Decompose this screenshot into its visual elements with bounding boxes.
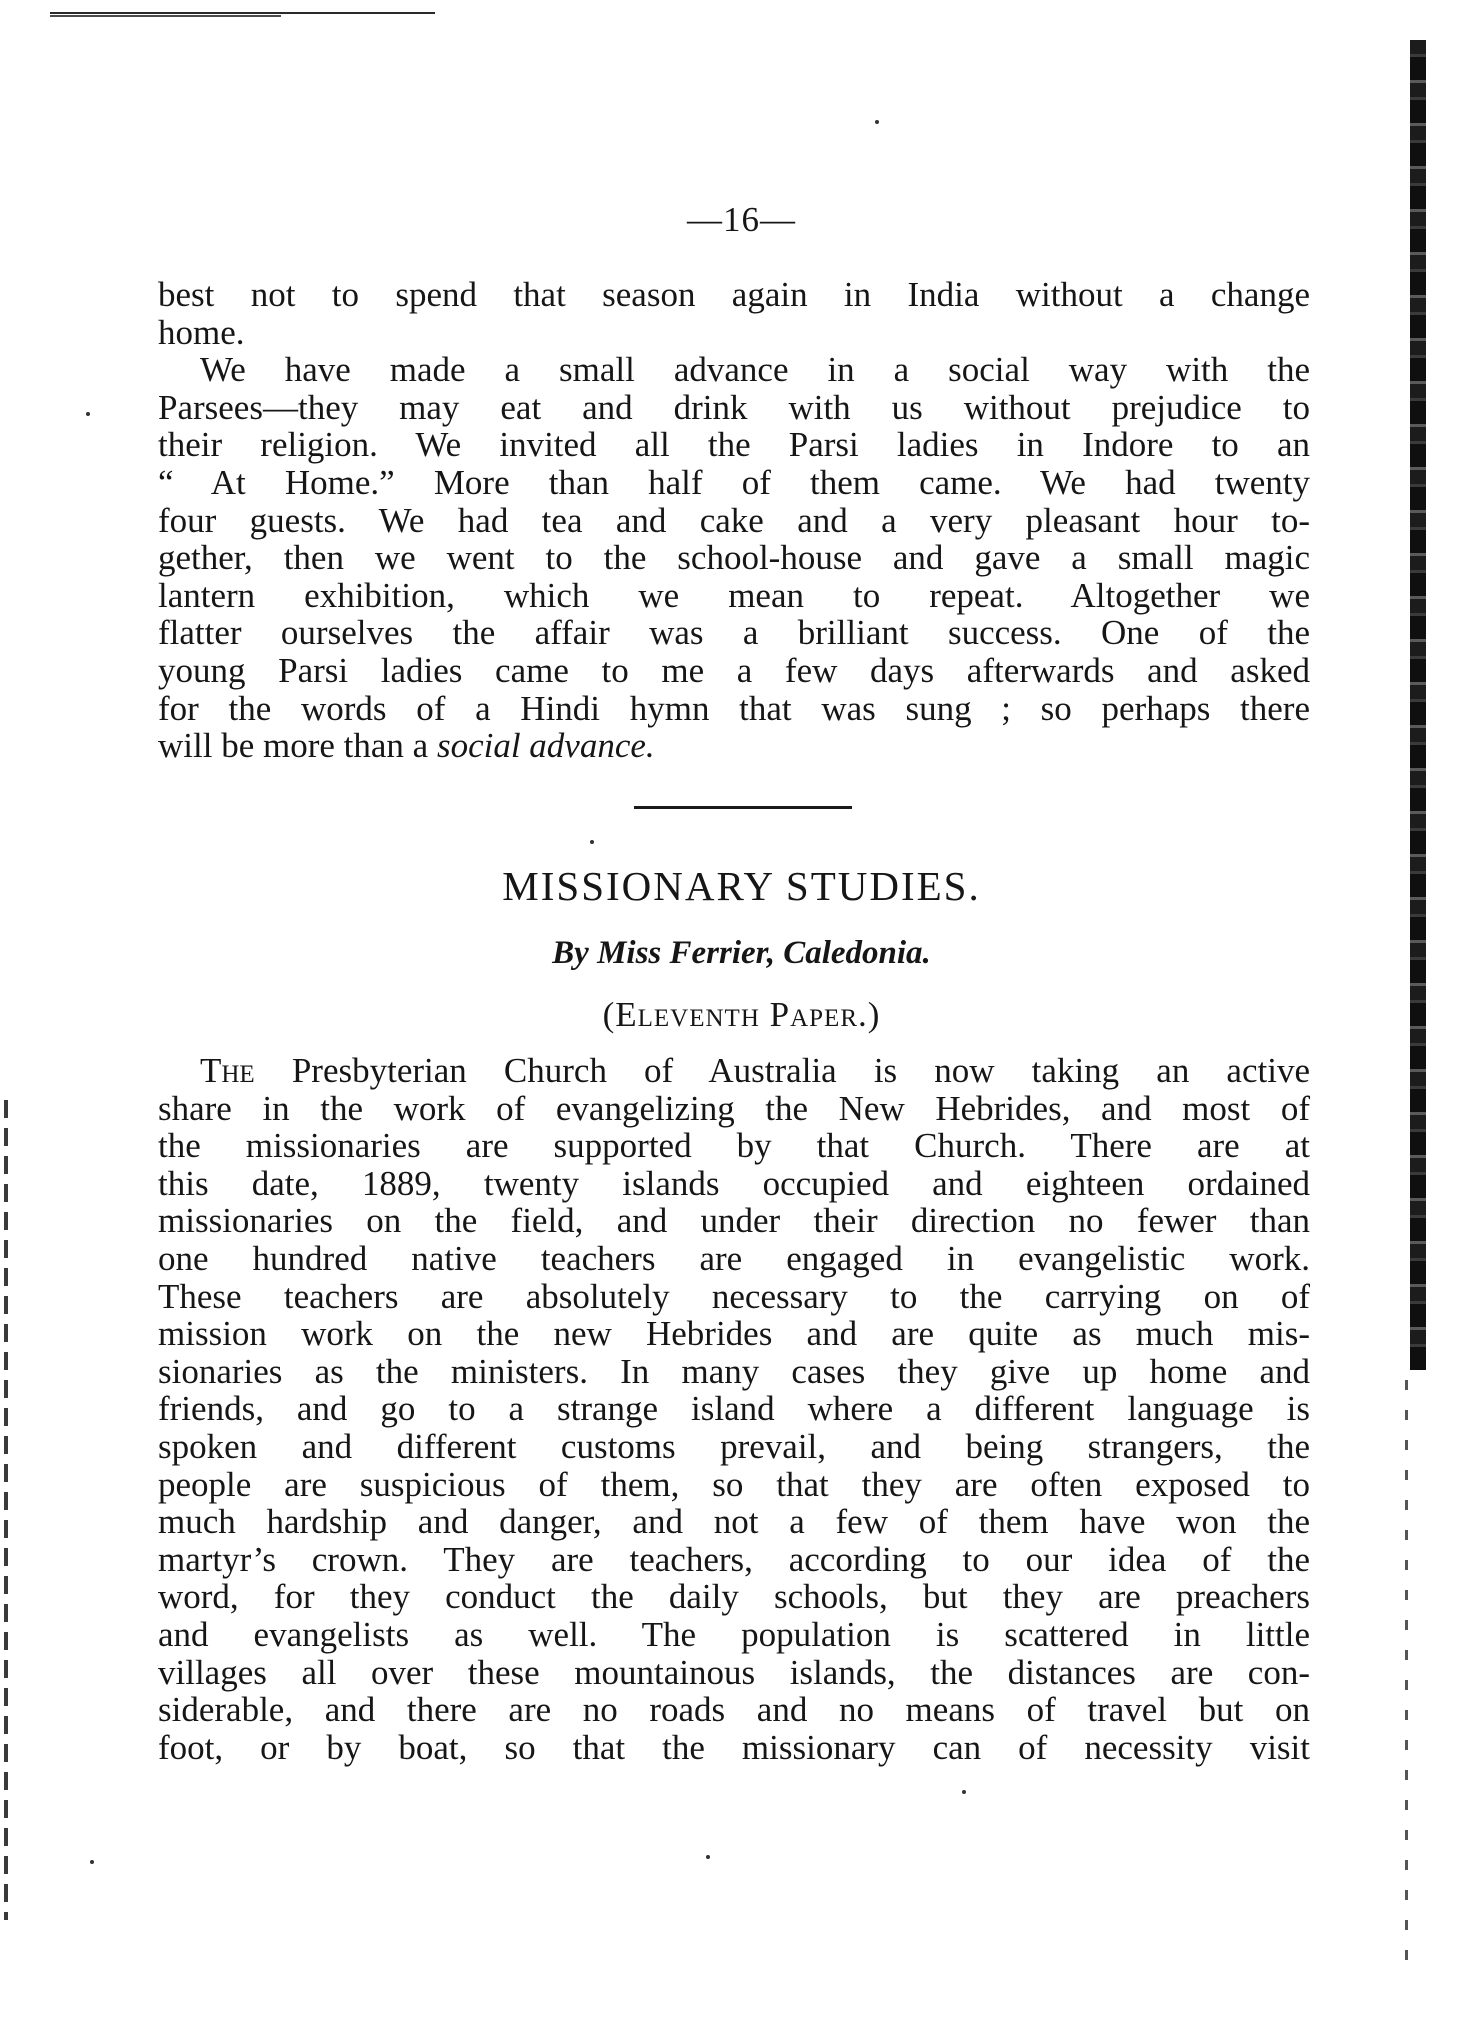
text-line: villages all over these mountainous islands, the distances are con- (158, 1652, 1310, 1692)
text-line: best not to spend that season again in India without a change (158, 275, 1310, 314)
text-line: siderable, and there are no roads and no means of travel but on (158, 1690, 1310, 1730)
section-divider (634, 806, 852, 809)
text-line-italic: social advance. (436, 726, 655, 766)
scan-speck (706, 1855, 710, 1859)
text-line: home. (158, 312, 245, 352)
text-line: We have made a small advance in a social way with the (200, 350, 1310, 390)
text-line: gether, then we went to the school-house and gave a small magic (158, 538, 1310, 578)
scan-left-edge-shadow (4, 1100, 8, 1920)
scan-speck (90, 1860, 94, 1864)
text-line: mission work on the new Hebrides and are quite as much mis- (158, 1314, 1310, 1354)
text-line: These teachers are absolutely necessary to the carrying on of (158, 1276, 1310, 1316)
section-byline: By Miss Ferrier, Caledonia. (552, 935, 931, 971)
scan-speck (590, 840, 594, 844)
text-line: share in the work of evangelizing the New Hebrides, and most of (158, 1088, 1310, 1128)
text-line-first (158, 1052, 1310, 1090)
section-body (158, 1052, 1310, 1766)
text-line: their religion. We invited all the Parsi ladies in Indore to an (158, 425, 1310, 465)
text-line: this date, 1889, twenty islands occupied and eighteen ordained (158, 1163, 1310, 1203)
scan-right-edge-faint (1405, 1380, 1408, 1980)
text-line: Parsees—they may eat and drink with us without prejudice to (158, 387, 1310, 427)
page-number: —16— (687, 200, 796, 239)
section-title: MISSIONARY STUDIES. (502, 863, 981, 909)
paper-label: (Eleventh Paper.) (602, 995, 881, 1034)
text-line: lantern exhibition, which we mean to repeat. Altogether we (158, 575, 1310, 615)
text-line: martyr’s crown. They are teachers, according to our idea of the (158, 1539, 1310, 1579)
text-line-rest: Presbyterian Church of Australia is now taking an active (254, 1051, 1310, 1090)
scan-speck (86, 412, 90, 416)
text-line: and evangelists as well. The population is scattered in little (158, 1614, 1310, 1654)
text-line: the missionaries are supported by that Church. There are at (158, 1126, 1310, 1166)
text-line-last (158, 727, 1310, 765)
text-line: people are suspicious of them, so that they are often exposed to (158, 1464, 1310, 1504)
intro-text (158, 276, 1310, 765)
scan-speck (962, 1790, 966, 1794)
text-line: for the words of a Hindi hymn that was sung ; so perhaps there (158, 688, 1310, 728)
dropcap-word: The (200, 1051, 255, 1090)
text-line: one hundred native teachers are engaged in evangelistic work. (158, 1238, 1310, 1278)
text-line: “ At Home.” More than half of them came. We had twenty (158, 462, 1310, 502)
text-line: sionaries as the ministers. In many cases they give up home and (158, 1351, 1310, 1391)
text-line: missionaries on the field, and under their direction no fewer than (158, 1201, 1310, 1241)
text-line-plain: will be more than a (158, 726, 437, 766)
text-line: friends, and go to a strange island where a different language is (158, 1389, 1310, 1429)
scan-top-rule (50, 10, 435, 18)
text-line: much hardship and danger, and not a few of them have won the (158, 1502, 1310, 1542)
scan-speck (875, 120, 879, 124)
text-line: spoken and different customs prevail, and being strangers, the (158, 1426, 1310, 1466)
text-line: word, for they conduct the daily schools, but they are preachers (158, 1577, 1310, 1617)
text-line: flatter ourselves the affair was a brilliant success. One of the (158, 613, 1310, 653)
text-line: foot, or by boat, so that the missionary can of necessity visit (158, 1727, 1310, 1767)
text-line: young Parsi ladies came to me a few days afterwards and asked (158, 650, 1310, 690)
text-line: four guests. We had tea and cake and a very pleasant hour to- (158, 500, 1310, 540)
